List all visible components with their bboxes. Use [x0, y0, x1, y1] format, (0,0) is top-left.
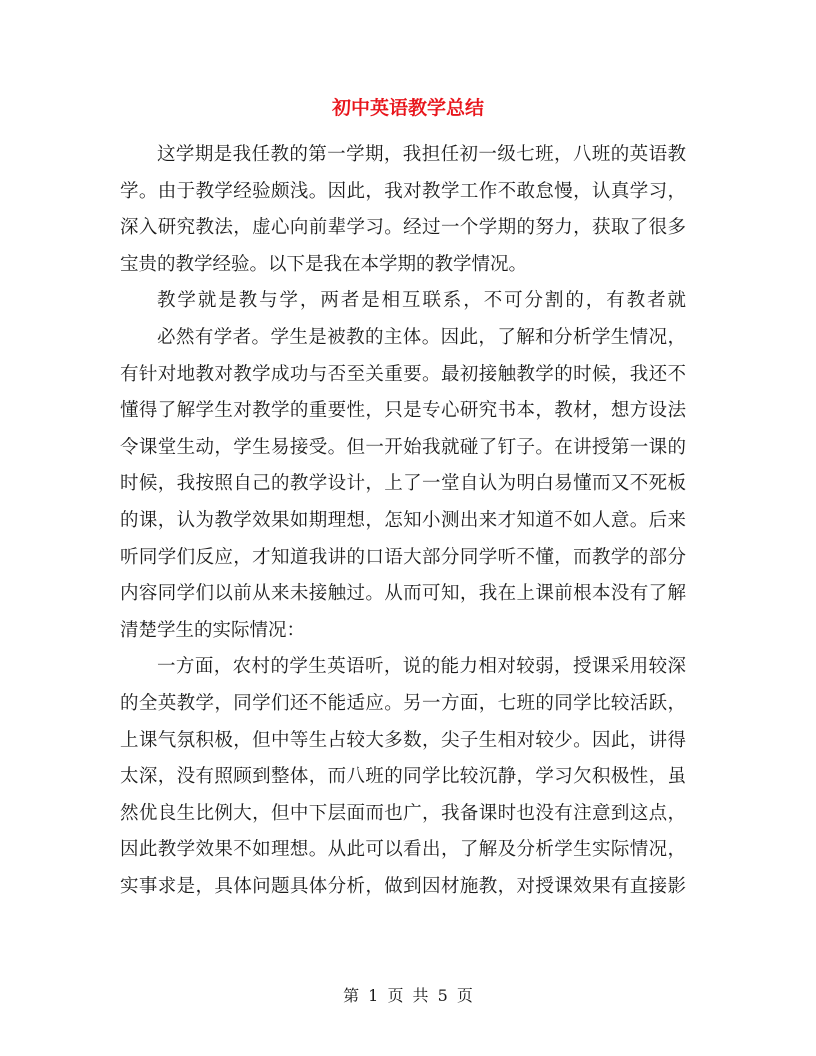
paragraph [120, 137, 686, 283]
text-line: 然优良生比例大，但中下层面而也广，我备课时也没有注意到这点， [120, 802, 686, 824]
text-line: 懂得了解学生对教学的重要性，只是专心研究书本，教材，想方设法 [120, 400, 686, 422]
text-line: 学。由于教学经验颇浅。因此，我对教学工作不敢怠慢，认真学习， [120, 180, 686, 202]
text-line: 清楚学生的实际情况： [120, 619, 306, 641]
text-line: 时候，我按照自己的教学设计，上了一堂自认为明白易懂而又不死板 [120, 473, 686, 495]
text-line: 因此教学效果不如理想。从此可以看出，了解及分析学生实际情况， [120, 839, 686, 861]
paragraph [120, 283, 686, 320]
text-line: 的全英教学，同学们还不能适应。另一方面，七班的同学比较活跃， [120, 692, 686, 714]
text-line: 有针对地教对教学成功与否至关重要。最初接触教学的时候，我还不 [120, 363, 686, 385]
page-number-footer: 第 1 页 共 5 页 [343, 986, 473, 1005]
text-line: 上课气氛积极，但中等生占较大多数，尖子生相对较少。因此，讲得 [120, 729, 686, 751]
text-line: 这学期是我任教的第一学期，我担任初一级七班，八班的英语教 [157, 144, 686, 165]
text-line: 实事求是，具体问题具体分析，做到因材施教，对授课效果有直接影 [120, 875, 686, 897]
text-line: 令课堂生动，学生易接受。但一开始我就碰了钉子。在讲授第一课的 [120, 436, 686, 458]
document-body [120, 137, 686, 905]
text-line: 听同学们反应，才知道我讲的口语大部分同学听不懂，而教学的部分 [120, 546, 686, 568]
document-title: 初中英语教学总结 [331, 97, 484, 119]
text-line: 深入研究教法，虚心向前辈学习。经过一个学期的努力，获取了很多 [120, 217, 686, 239]
text-line: 教学就是教与学，两者是相互联系，不可分割的，有教者就 [157, 290, 686, 312]
paragraph [120, 320, 686, 649]
text-line: 的课，认为教学效果如期理想，怎知小测出来才知道不如人意。后来 [120, 509, 686, 531]
paragraph [120, 649, 686, 905]
text-line: 一方面，农村的学生英语听，说的能力相对较弱，授课采用较深 [157, 656, 686, 678]
text-line: 内容同学们以前从来未接触过。从而可知，我在上课前根本没有了解 [120, 583, 686, 605]
text-line: 必然有学者。学生是被教的主体。因此，了解和分析学生情况， [157, 326, 686, 348]
text-line: 太深，没有照顾到整体，而八班的同学比较沉静，学习欠积极性，虽 [120, 766, 686, 788]
text-line: 宝贵的教学经验。以下是我在本学期的教学情况。 [120, 253, 528, 275]
